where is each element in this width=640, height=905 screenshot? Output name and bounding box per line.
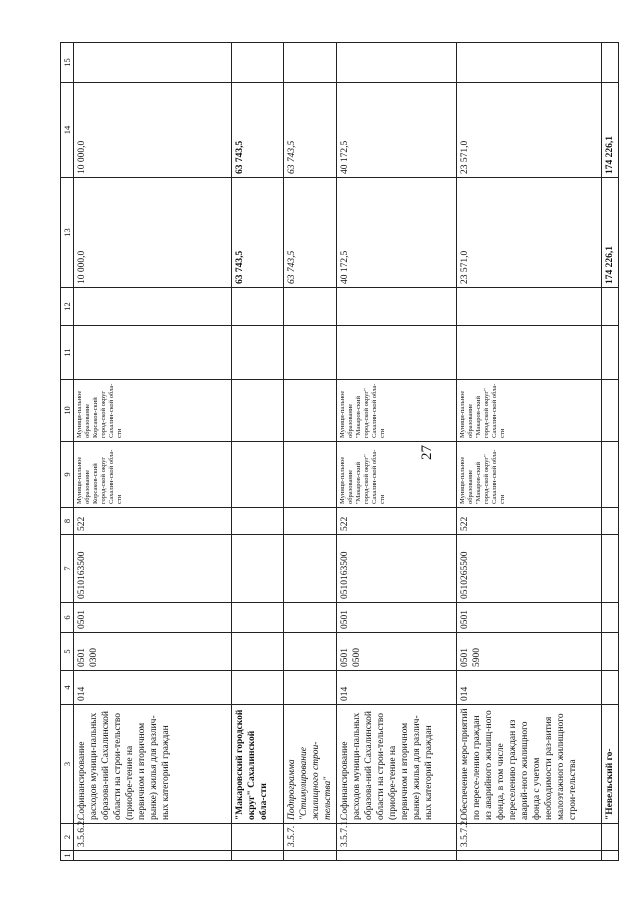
cell-amount: 63 743,5	[284, 178, 337, 288]
row-title: Софинансирование расходов муници-пальных образова-ний Сахалинской области на строи-тельство (приобре-тение на первичном и вторичном рынке) жилья для различ-ных категорий граждан	[74, 705, 232, 824]
cell	[602, 671, 619, 705]
cell	[232, 633, 284, 671]
cell	[602, 380, 619, 442]
cell-ministry-code: 014	[74, 671, 232, 705]
cell-recipient: Муници-пальное образование Корсаков-ский город-ской округ Сахалин-ской обла-сти	[74, 442, 232, 508]
col-header: 2	[61, 824, 74, 851]
cell	[74, 326, 232, 380]
cell-target-code: 0510163500	[337, 535, 457, 603]
col-header: 9	[61, 442, 74, 508]
cell-amount: 63 743,5	[232, 83, 284, 178]
cell	[284, 633, 337, 671]
cell-section-code: 0501 0500	[337, 633, 457, 671]
cell	[74, 851, 232, 861]
cell-expense-type: 522	[457, 508, 602, 535]
col-header: 15	[61, 43, 74, 83]
cell-amount: 40 172,5	[337, 178, 457, 288]
cell-section-code: 0501 0300	[74, 633, 232, 671]
cell	[232, 603, 284, 633]
cell-expense-type: 522	[337, 508, 457, 535]
cell-target-code: 0510163500	[74, 535, 232, 603]
cell-executor: Муници-пальное образование Корсаков-ский город-ской округ Сахалин-ской обла-сти	[74, 380, 232, 442]
cell	[457, 851, 602, 861]
cell-amount: 63 743,5	[232, 178, 284, 288]
cell	[284, 603, 337, 633]
cell-ministry-code: 014	[457, 671, 602, 705]
col-header: 10	[61, 380, 74, 442]
cell-amount: 10 000,0	[74, 83, 232, 178]
row-title: Подпрограмма "Стимулирование жилищного строи-тельства"	[284, 705, 337, 824]
table-row	[284, 43, 337, 861]
cell	[232, 671, 284, 705]
cell	[284, 671, 337, 705]
rotated-table-canvas	[60, 43, 615, 861]
cell-amount: 23 571,0	[457, 83, 602, 178]
cell	[337, 851, 457, 861]
col-header: 5	[61, 633, 74, 671]
page-number: 27	[419, 445, 435, 460]
table-row	[232, 43, 284, 861]
col-header: 4	[61, 671, 74, 705]
row-title: "Невельский го-	[602, 705, 619, 824]
cell-target-code: 0510265500	[457, 535, 602, 603]
cell	[337, 43, 457, 83]
cell	[602, 43, 619, 83]
cell	[457, 326, 602, 380]
row-number: 3.5.7.	[284, 824, 337, 851]
col-header: 7	[61, 535, 74, 603]
col-header: 1	[61, 851, 74, 861]
cell	[457, 43, 602, 83]
cell-amount: 10 000,0	[74, 178, 232, 288]
cell	[284, 43, 337, 83]
cell-subsection: 0501	[337, 603, 457, 633]
row-number	[602, 824, 619, 851]
cell	[232, 43, 284, 83]
cell	[602, 326, 619, 380]
cell	[232, 535, 284, 603]
cell	[337, 326, 457, 380]
header-row	[61, 43, 74, 861]
cell	[284, 508, 337, 535]
cell	[602, 851, 619, 861]
cell	[602, 603, 619, 633]
cell	[232, 326, 284, 380]
cell	[602, 535, 619, 603]
cell-amount: 40 172,5	[337, 83, 457, 178]
cell-amount: 174 226,1	[602, 178, 619, 288]
cell-subsection: 0501	[74, 603, 232, 633]
col-header: 13	[61, 178, 74, 288]
cell-executor: Муници-пальное образование "Макаров-ский город-ской округ" Сахалин-ской обла-сти	[337, 380, 457, 442]
cell-expense-type: 522	[74, 508, 232, 535]
cell-amount: 23 571,0	[457, 178, 602, 288]
row-title: Софинансирование расходов муници-пальных образова-ний Сахалинской области на строи-тельство (приобре-тение на первичном и вторичном рынке) жилья для различ-ных категорий граждан	[337, 705, 457, 824]
cell	[284, 288, 337, 326]
cell	[232, 508, 284, 535]
cell	[232, 380, 284, 442]
col-header: 8	[61, 508, 74, 535]
table-row	[457, 43, 602, 861]
row-number: 3.5.7.2.	[457, 824, 602, 851]
table-row	[337, 43, 457, 861]
cell	[74, 43, 232, 83]
cell	[602, 633, 619, 671]
cell-subsection: 0501	[457, 603, 602, 633]
table-row	[602, 43, 619, 861]
col-header: 3	[61, 705, 74, 824]
row-title: "Макаровский городской округ" Сахалинской обла-сти	[232, 705, 284, 824]
row-title: Обеспечение меро-приятий по пересе-лению граждан из аварийного жилищ-ного фонда, в том числе переселению граждан из аварий-ного жилищного фонда с учетом необходимости раз-вития малоэтажного жилищного строи-тельства	[457, 705, 602, 824]
cell	[284, 380, 337, 442]
cell-amount: 174 226,1	[602, 83, 619, 178]
cell	[337, 288, 457, 326]
cell-recipient: Муници-пальное образование "Макаров-ский город-ской округ" Сахалин-ской обла-сти	[337, 442, 457, 508]
cell-section-code: 0501 5900	[457, 633, 602, 671]
cell	[602, 508, 619, 535]
row-number: 3.5.6.2.	[74, 824, 232, 851]
cell	[284, 326, 337, 380]
cell	[284, 851, 337, 861]
cell-amount: 63 743,5	[284, 83, 337, 178]
cell	[602, 288, 619, 326]
cell	[457, 288, 602, 326]
cell	[74, 288, 232, 326]
cell-recipient: Муници-пальное образование "Макаров-ский город-ской округ" Сахалин-ской обла-сти	[457, 442, 602, 508]
cell	[602, 442, 619, 508]
cell	[232, 442, 284, 508]
cell	[284, 442, 337, 508]
cell	[232, 851, 284, 861]
cell-executor: Муници-пальное образование "Макаров-ский город-ской округ" Сахалин-ской обла-сти	[457, 380, 602, 442]
budget-table	[60, 42, 619, 861]
col-header: 14	[61, 83, 74, 178]
row-number: 3.5.7.1.	[337, 824, 457, 851]
col-header: 11	[61, 326, 74, 380]
cell	[232, 288, 284, 326]
cell-ministry-code: 014	[337, 671, 457, 705]
col-header: 12	[61, 288, 74, 326]
table-row	[74, 43, 232, 861]
row-number	[232, 824, 284, 851]
cell	[284, 535, 337, 603]
col-header: 6	[61, 603, 74, 633]
